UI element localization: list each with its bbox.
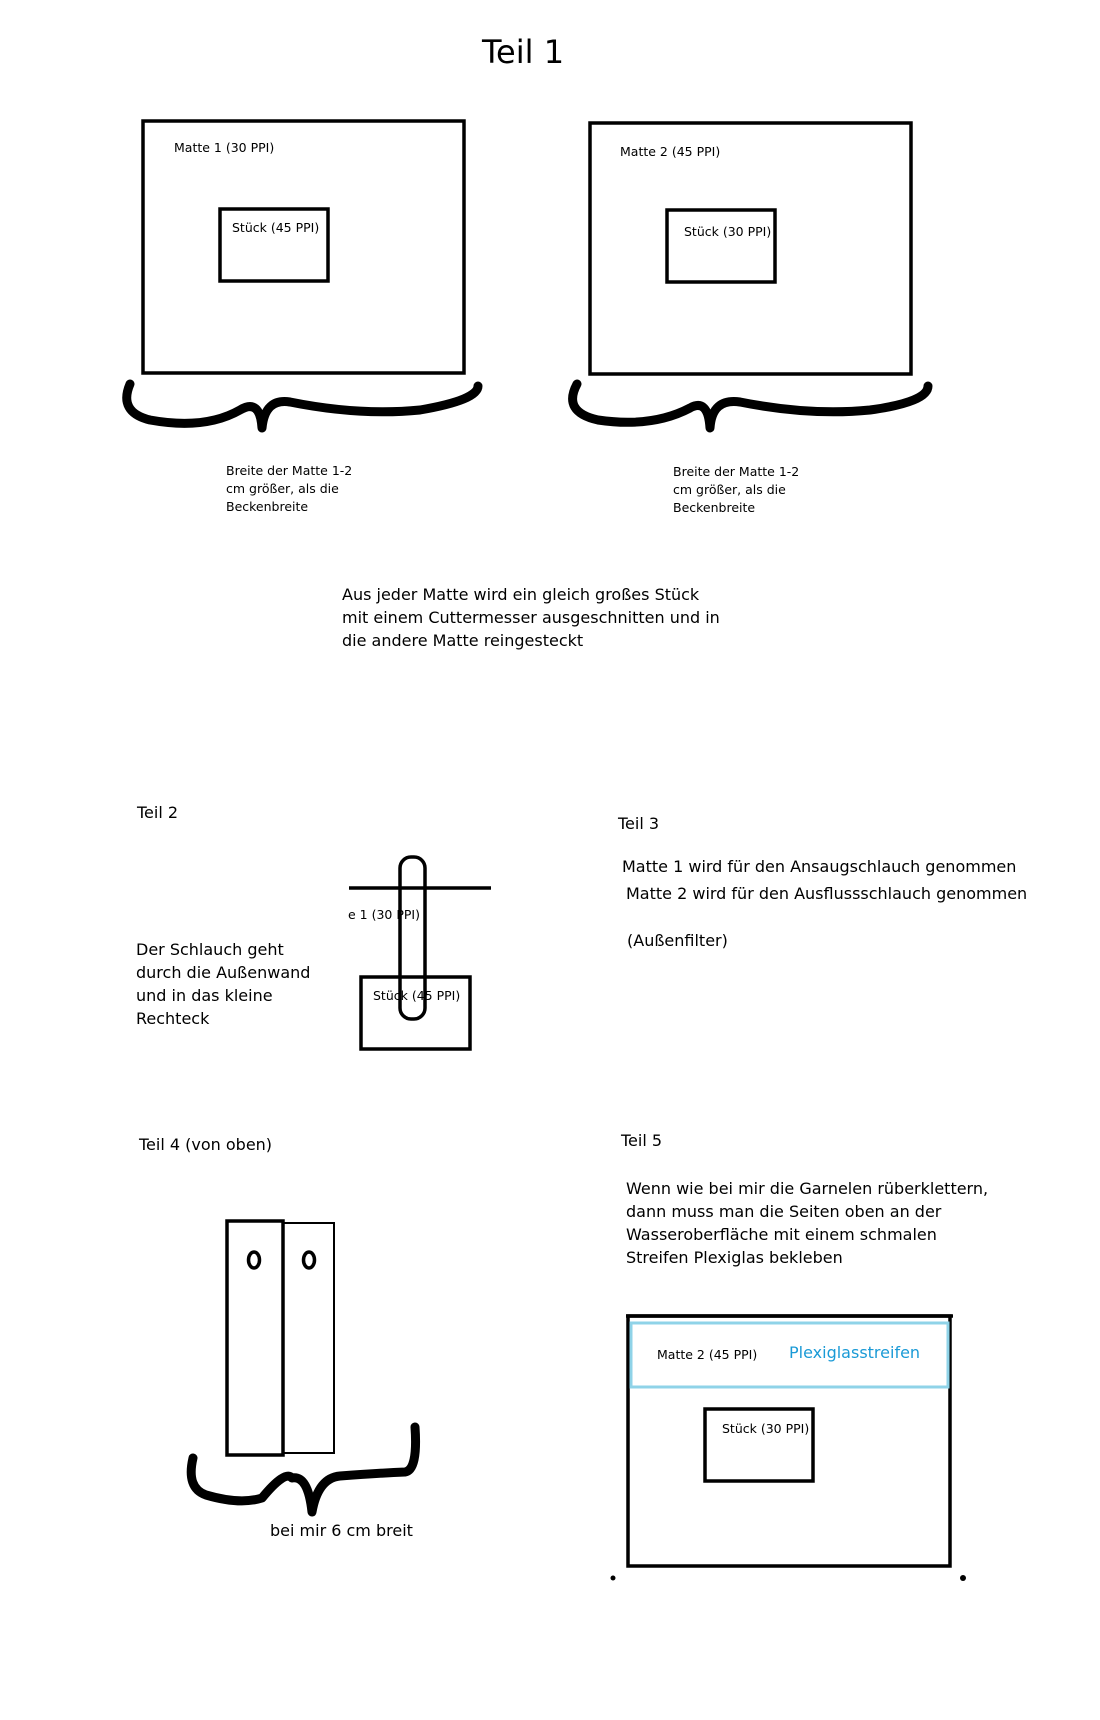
brace-note-line: cm größer, als die xyxy=(673,482,786,497)
teil2-text-line: Der Schlauch geht xyxy=(136,940,284,959)
brace-note-line: cm größer, als die xyxy=(226,481,339,496)
teil4-mat1-strip xyxy=(227,1221,283,1455)
teil2-text-line: durch die Außenwand xyxy=(136,963,311,982)
brace-note-line: Breite der Matte 1-2 xyxy=(673,464,800,479)
brace-note-line: Breite der Matte 1-2 xyxy=(226,463,353,478)
mat2-outline xyxy=(590,123,911,374)
teil1-brace-right xyxy=(573,384,928,428)
description-line: Aus jeder Matte wird ein gleich großes Stück xyxy=(342,585,700,604)
teil2-mat-label: e 1 (30 PPI) xyxy=(348,907,420,922)
brace-note-line: Beckenbreite xyxy=(673,500,756,515)
description-line: die andere Matte reingesteckt xyxy=(342,631,584,650)
teil5-mat-label: Matte 2 (45 PPI) xyxy=(657,1347,758,1362)
plexiglass-label: Plexiglasstreifen xyxy=(789,1343,921,1362)
teil5-piece-outline xyxy=(705,1409,813,1481)
teil2-text-line: Rechteck xyxy=(136,1009,210,1028)
teil3-heading: Teil 3 xyxy=(618,814,660,833)
teil1-mat1 xyxy=(143,121,464,373)
teil2-text xyxy=(136,940,310,1028)
teil1-description xyxy=(342,585,720,650)
teil4-mat2-strip xyxy=(283,1223,334,1453)
mat2-piece-label: Stück (30 PPI) xyxy=(684,224,772,239)
teil4-brace xyxy=(191,1427,415,1512)
mat2-label: Matte 2 (45 PPI) xyxy=(620,144,721,159)
teil2-text-line: und in das kleine xyxy=(136,986,273,1005)
teil4-sketch xyxy=(191,1221,415,1540)
teil5-text xyxy=(626,1179,988,1267)
teil3-line2: Matte 2 wird für den Ausflussschlauch genommen xyxy=(626,884,1028,903)
teil3-line1: Matte 1 wird für den Ansaugschlauch genommen xyxy=(622,857,1017,876)
teil4-hole-1 xyxy=(249,1252,260,1268)
teil2-sketch xyxy=(348,857,491,1049)
mat1-outline xyxy=(143,121,464,373)
teil5-text-line: Wenn wie bei mir die Garnelen rüberklettern, xyxy=(626,1179,989,1198)
teil1-brace-note-right xyxy=(673,464,799,515)
description-line: mit einem Cuttermesser ausgeschnitten und in xyxy=(342,608,720,627)
teil5-dot-right xyxy=(960,1575,966,1581)
teil5-text-line: dann muss man die Seiten oben an der xyxy=(626,1202,942,1221)
teil5-text-line: Wasseroberfläche mit einem schmalen xyxy=(626,1225,937,1244)
mat1-piece-label: Stück (45 PPI) xyxy=(232,220,320,235)
page-title: Teil 1 xyxy=(481,33,565,71)
teil4-hole-2 xyxy=(304,1252,315,1268)
teil3-line3: (Außenfilter) xyxy=(627,931,728,950)
brace-note-line: Beckenbreite xyxy=(226,499,309,514)
mat1-label: Matte 1 (30 PPI) xyxy=(174,140,275,155)
mat2-piece-outline xyxy=(667,210,775,282)
teil5-dot-left xyxy=(611,1576,616,1581)
teil4-brace-label: bei mir 6 cm breit xyxy=(270,1521,413,1540)
teil4-heading: Teil 4 (von oben) xyxy=(139,1135,273,1154)
teil5-text-line: Streifen Plexiglas bekleben xyxy=(626,1248,843,1267)
teil2-heading: Teil 2 xyxy=(137,803,179,822)
teil2-piece-label: Stück (45 PPI) xyxy=(373,988,461,1003)
teil1-mat2 xyxy=(590,123,911,374)
teil5-piece-label: Stück (30 PPI) xyxy=(722,1421,810,1436)
teil5-heading: Teil 5 xyxy=(621,1131,663,1150)
teil1-brace-note-left xyxy=(226,463,352,514)
teil5-sketch xyxy=(611,1316,967,1581)
teil1-brace-left xyxy=(127,384,478,428)
